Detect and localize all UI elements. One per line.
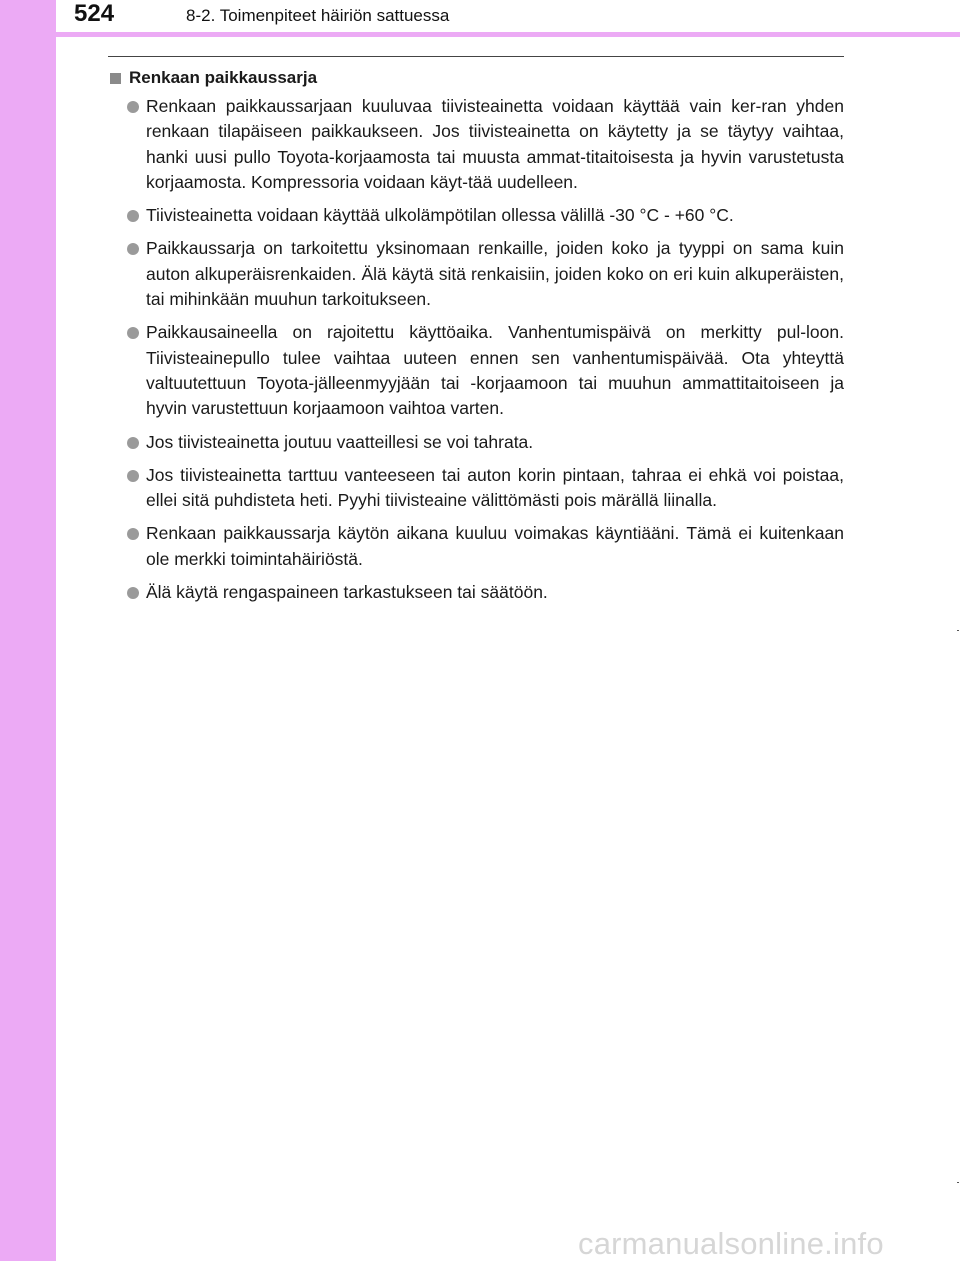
watermark-text: carmanualsonline.info — [578, 1226, 884, 1261]
bullet-list — [108, 94, 844, 605]
list-item-text: Renkaan paikkaussarja käytön aikana kuuluu voimakas käyntiääni. Tämä ei kuitenkaan ole merkki toimintahäiriöstä. — [146, 523, 844, 569]
header-divider — [108, 56, 844, 57]
page-edge-mark — [957, 630, 959, 631]
page-number: 524 — [74, 0, 115, 27]
list-item — [108, 320, 844, 421]
circle-bullet-icon — [127, 470, 139, 482]
list-item — [108, 463, 844, 514]
list-item — [108, 94, 844, 195]
section-title: 8-2. Toimenpiteet häiriön sattuessa — [186, 6, 450, 25]
circle-bullet-icon — [127, 327, 139, 339]
list-item-text: Älä käytä rengaspaineen tarkastukseen tai säätöön. — [146, 582, 548, 603]
list-item-text: Paikkausaineella on rajoitettu käyttöaika. Vanhentumispäivä on merkitty pul-loon. Tiivisteainepullo tulee vaihtaa uuteen ennen sen vanhentumispäivää. Ota yhteyttä valtuutettuun Toyota-jälleenmyyjään tai -korjaamoon tai muuhun ammattitaitoiseen ja hyvin varustettuun korjaamoon vaihtoa varten. — [146, 322, 844, 419]
circle-bullet-icon — [127, 437, 139, 449]
list-item-text: Jos tiivisteainetta joutuu vaatteillesi se voi tahrata. — [146, 431, 534, 452]
list-item-text: Tiivisteainetta voidaan käyttää ulkolämpötilan ollessa välillä -30 °C - +60 °C. — [146, 205, 734, 226]
list-item-text: Paikkaussarja on tarkoitettu yksinomaan renkaille, joiden koko ja tyyppi on sama kuin auton alkuperäisrenkaiden. Älä käytä sitä renkaisiin, joiden koko on eri kuin alkuperäisten, tai mihinkään muuhun tarkoitukseen. — [146, 238, 844, 310]
circle-bullet-icon — [127, 587, 139, 599]
list-item-text: Renkaan paikkaussarjaan kuuluvaa tiivisteainetta voidaan käyttää vain ker-ran yhden renkaan tilapäiseen paikkaukseen. Jos tiivisteainetta on käytetty ja se täytyy vaihtaa, hanki uusi pullo Toyota-korjaamosta tai muusta ammat-titaitoisesta ja hyvin varustetusta korjaamosta. Kompressoria voidaan käyt-tää uudelleen. — [146, 96, 844, 192]
circle-bullet-icon — [127, 528, 139, 540]
circle-bullet-icon — [127, 210, 139, 222]
list-item — [108, 430, 844, 455]
circle-bullet-icon — [127, 243, 139, 255]
list-item — [108, 580, 844, 605]
side-color-band — [0, 0, 56, 1261]
subsection-heading — [108, 66, 844, 90]
page-edge-mark — [957, 1182, 959, 1183]
circle-bullet-icon — [127, 101, 139, 113]
square-bullet-icon — [110, 73, 121, 84]
list-item — [108, 521, 844, 572]
subsection-heading-text: Renkaan paikkaussarja — [129, 68, 318, 87]
list-item-text: Jos tiivisteainetta tarttuu vanteeseen tai auton korin pintaan, tahraa ei ehkä voi poistaa, ellei sitä puhdisteta heti. Pyyhi tiivisteaine välittömästi pois märällä liinalla. — [146, 464, 844, 511]
list-item — [108, 203, 844, 228]
list-item — [108, 236, 844, 312]
page-content — [108, 66, 844, 613]
